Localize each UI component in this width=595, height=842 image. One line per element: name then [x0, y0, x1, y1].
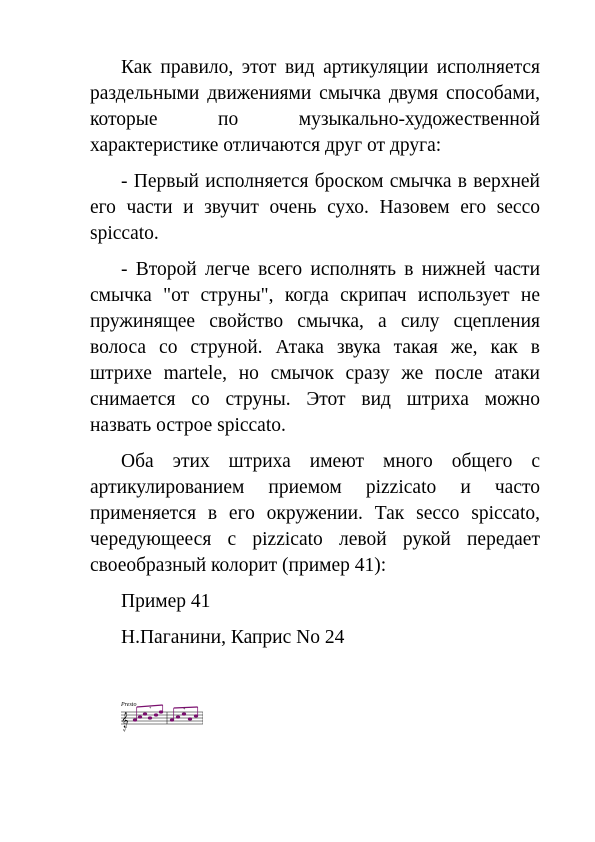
paragraph-second-stroke: - Второй легче всего исполнять в нижней части смычка "от струны", когда скрипач использует не пружинящее свойство смычка, а силу сцепления волоса со струной. Атака звука такая же, как в штрихе martele, но смычок сразу же после атаки снимается со струны. Этот вид штриха можно назвать острое spiccato.: [90, 259, 540, 436]
treble-clef-icon: 𝄞: [121, 713, 129, 728]
svg-text:+: +: [149, 705, 152, 710]
example-label: Пример 41: [121, 591, 211, 612]
svg-text:+: +: [183, 706, 186, 711]
paragraph-intro: Как правило, этот вид артикуляции исполняется раздельными движениями смычка двумя способами, которые по музыкально-художественной характеристике отличаются друг от друга:: [90, 57, 540, 156]
example-source: Н.Паганини, Каприс No 24: [121, 627, 345, 648]
music-score-image: [121, 700, 203, 732]
tempo-marking: Presto: [121, 702, 137, 708]
paragraph-pizzicato: Оба этих штриха имеют много общего с артикулированием приемом pizzicato и часто применяется в его окружении. Так secco spiccato, чередующееся с pizzicato левой рукой передает своеобразный колорит (пример 41):: [90, 451, 540, 576]
note-group: [133, 705, 198, 721]
dynamic-mark: sf: [123, 727, 126, 732]
paragraph-first-stroke: - Первый исполняется броском смычка в верхней его части и звучит очень сухо. Назовем его secco spiccato.: [90, 171, 540, 244]
document-page: [90, 55, 540, 661]
